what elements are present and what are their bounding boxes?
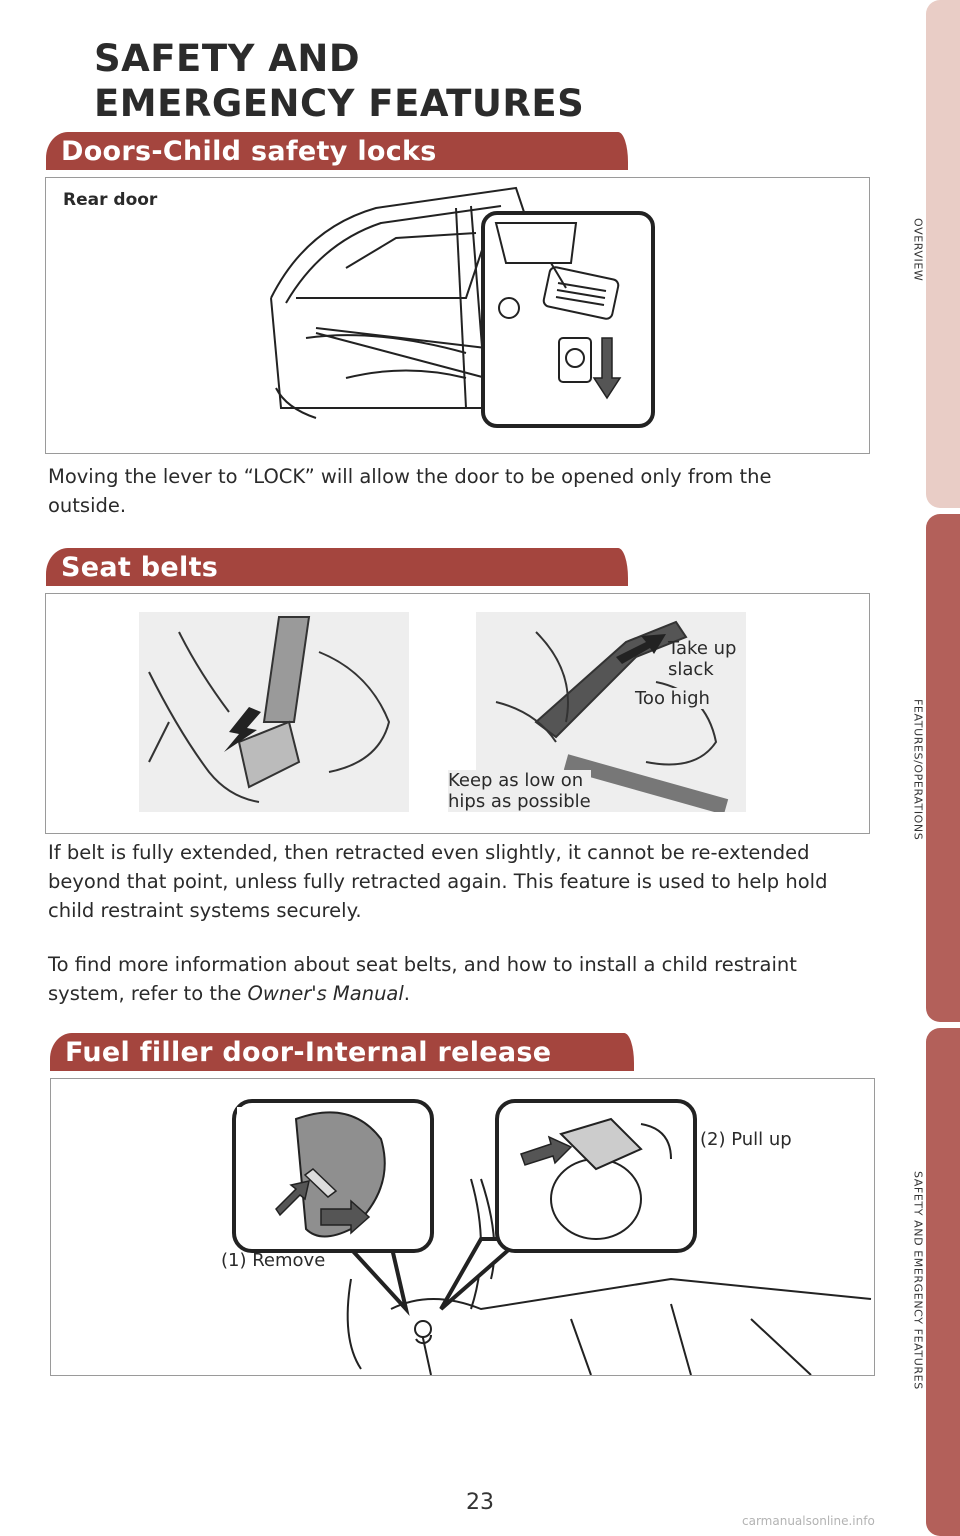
label-take-up-line2: slack [668, 659, 714, 680]
child-locks-body-text: Moving the lever to “LOCK” will allow the door to be opened only from the outside. [48, 465, 772, 517]
fuel-filler-illustration [51, 1079, 874, 1375]
seat-belts-body-2 [48, 950, 858, 1008]
side-tab-features-label: FEATURES/OPERATIONS [911, 699, 925, 841]
figure-label-rear-door: Rear door [63, 190, 158, 210]
section-header-seat-belts: Seat belts [46, 548, 628, 586]
page-title-line2: EMERGENCY FEATURES [94, 82, 585, 125]
side-tab-overview-label: OVERVIEW [911, 218, 925, 282]
seat-belts-body-1-text: If belt is fully extended, then retracted even slightly, it cannot be re-extended beyond that point, unless fully retracted again. This feature is used to help hold child restraint systems securely. [48, 841, 828, 922]
label-keep-low [448, 770, 591, 812]
label-take-up-line1: Take up [668, 638, 737, 659]
seat-belts-body-2-suffix: . [403, 982, 410, 1005]
page-title [94, 36, 654, 126]
seat-belts-body-2-prefix: To find more information about seat belts, and how to install a child restraint system, refer to the [48, 953, 797, 1005]
label-remove: (1) Remove [221, 1250, 326, 1271]
page-title-line1: SAFETY AND [94, 37, 361, 80]
owners-manual-reference: Owner's Manual [247, 982, 404, 1005]
figure-seat-belts [45, 593, 870, 834]
rear-door-illustration [46, 178, 869, 453]
label-keep-low-line2: hips as possible [448, 791, 591, 812]
label-too-high: Too high [635, 688, 710, 709]
seat-belts-body-1 [48, 838, 858, 925]
figure-fuel-filler [50, 1078, 875, 1376]
watermark: carmanualsonline.info [742, 1514, 875, 1528]
label-keep-low-line1: Keep as low on [448, 770, 584, 791]
child-locks-body [48, 462, 848, 520]
page-number: 23 [466, 1490, 494, 1515]
section-header-fuel-filler: Fuel filler door-Internal release [50, 1033, 634, 1071]
figure-rear-door [45, 177, 870, 454]
section-header-child-locks: Doors-Child safety locks [46, 132, 628, 170]
seat-belt-buckle-illustration [139, 612, 409, 812]
side-tab-safety-label: SAFETY AND EMERGENCY FEATURES [911, 1170, 925, 1390]
label-take-up-slack [668, 638, 736, 680]
label-pull-up: (2) Pull up [700, 1129, 792, 1150]
